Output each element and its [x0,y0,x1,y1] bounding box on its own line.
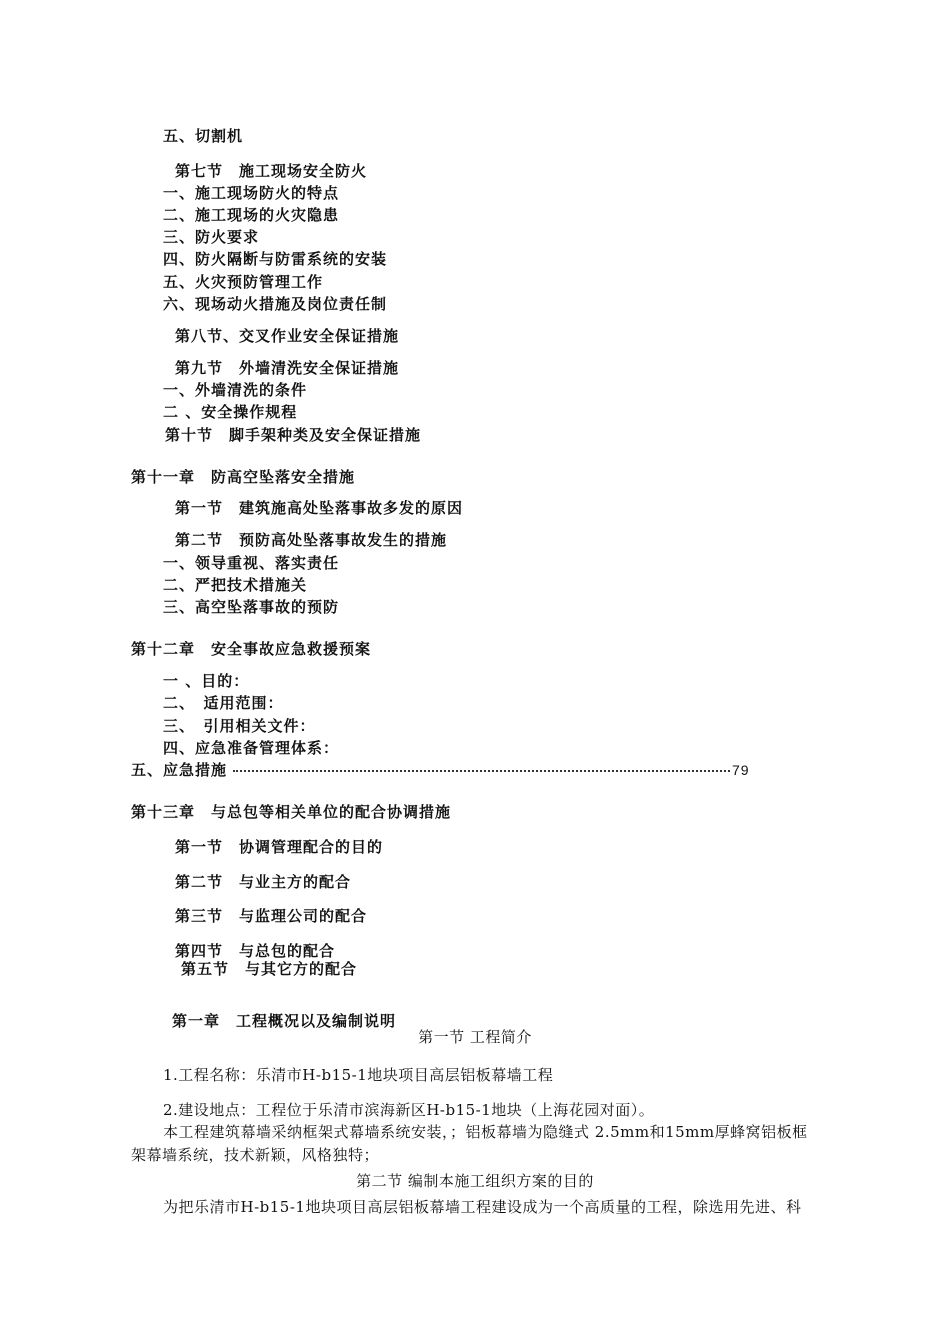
toc-item: 三、 引用相关文件： [163,717,316,735]
toc-chapter: 第十三章 与总包等相关单位的配合协调措施 [131,803,452,821]
toc-item: 二 、安全操作规程 [163,403,298,421]
toc-section: 第一节 建筑施高处坠落事故多发的原因 [175,499,464,517]
toc-item: 三、高空坠落事故的预防 [163,598,340,616]
toc-item: 二、严把技术措施关 [163,576,308,594]
paragraph: 为把乐清市H-b15-1地块项目高层铝板幕墙工程建设成为一个高质量的工程，除选用先进、科 [163,1198,802,1216]
toc-section: 第二节 与业主方的配合 [175,873,352,891]
toc-page-number: 79 [732,762,750,778]
toc-section: 第七节 施工现场安全防火 [175,162,368,180]
toc-item: 四、应急准备管理体系： [163,739,340,757]
toc-section: 第三节 与监理公司的配合 [175,907,368,925]
toc-section: 第一节 协调管理配合的目的 [175,838,384,856]
toc-item: 三、防火要求 [163,228,260,246]
toc-item: 五、应急措施 [131,761,228,779]
toc-item: 五、火灾预防管理工作 [163,273,324,291]
toc-item: 二、施工现场的火灾隐患 [163,206,340,224]
paragraph: 架幕墙系统，技术新颖，风格独特； [131,1146,380,1164]
chapter-heading: 第一章 工程概况以及编制说明 [172,1012,397,1030]
toc-item: 二、 适用范围： [163,694,284,712]
toc-item: 一 、目的： [163,672,250,690]
toc-chapter: 第十一章 防高空坠落安全措施 [131,468,356,486]
toc-item: 六、现场动火措施及岗位责任制 [163,295,388,313]
paragraph: 1.工程名称：乐清市H-b15-1地块项目高层铝板幕墙工程 [163,1066,554,1084]
toc-chapter: 第十二章 安全事故应急救援预案 [131,640,372,658]
section-heading: 第二节 编制本施工组织方案的目的 [356,1172,594,1190]
paragraph: 本工程建筑幕墙采纳框架式幕墙系统安装，；铝板幕墙为隐缝式 2.5mm和15mm厚蜂窝铝板框 [163,1123,808,1141]
paragraph: 2.建设地点：工程位于乐清市滨海新区H-b15-1地块（上海花园对面）。 [163,1101,655,1119]
toc-section: 第九节 外墙清洗安全保证措施 [175,359,400,377]
toc-item: 四、防火隔断与防雷系统的安装 [163,250,388,268]
toc-item: 一、施工现场防火的特点 [163,184,340,202]
toc-item: 一、外墙清洗的条件 [163,381,308,399]
toc-section: 第八节、交叉作业安全保证措施 [175,327,400,345]
toc-section: 第二节 预防高处坠落事故发生的措施 [175,531,448,549]
toc-dot-leader [233,762,730,772]
toc-item: 五、切割机 [163,127,244,145]
toc-section: 第五节 与其它方的配合 [181,960,358,978]
toc-item: 一、领导重视、落实责任 [163,554,340,572]
toc-section: 第十节 脚手架种类及安全保证措施 [165,426,422,444]
toc-section: 第四节 与总包的配合 [175,942,336,960]
section-heading: 第一节 工程简介 [418,1028,532,1046]
